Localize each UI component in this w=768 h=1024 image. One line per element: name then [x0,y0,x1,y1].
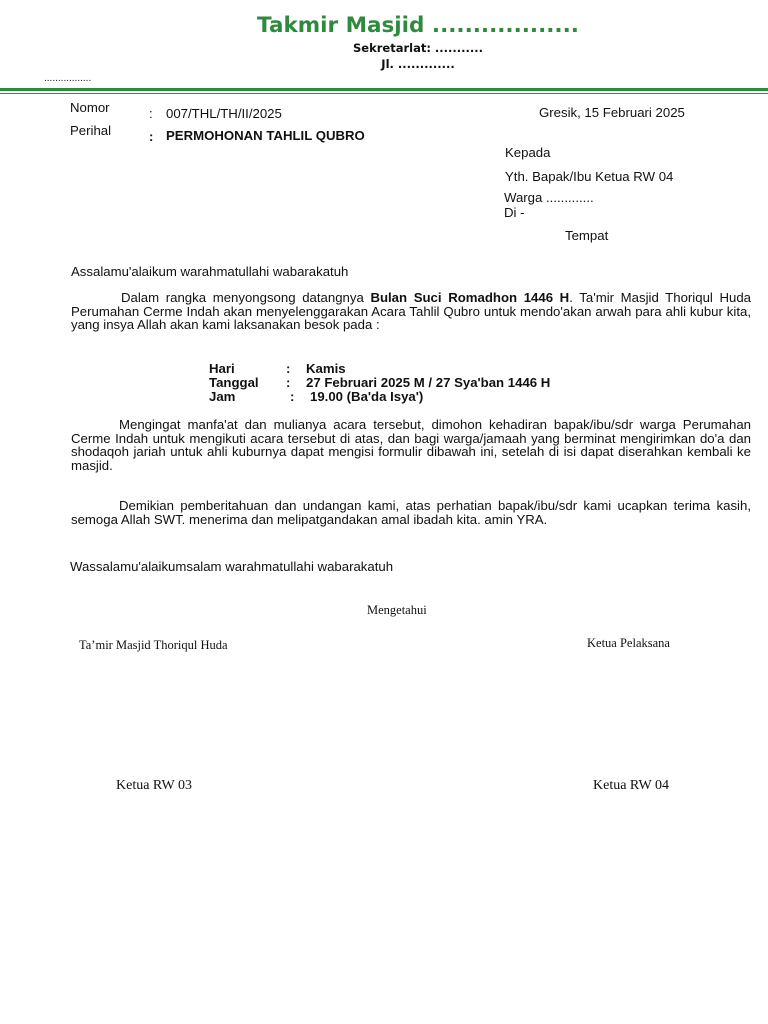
street-line: Jl. ............. [381,57,455,71]
detail-hari-value: Kamis [306,361,346,376]
detail-tanggal-colon: : [286,375,291,390]
nomor-colon: : [149,106,153,121]
paragraph-closing-note [71,499,751,526]
recipient-di: Di - [504,205,525,220]
perihal-label: Perihal [70,123,112,138]
greeting: Assalamu'alaikum warahmatullahi wabarakatuh [71,264,349,279]
detail-hari-label: Hari [209,361,235,376]
paragraph-invitation [71,418,751,472]
recipient-name: Yth. Bapak/Ibu Ketua RW 04 [505,169,674,184]
signature-ketua-pelaksana: Ketua Pelaksana [587,636,670,650]
detail-jam-label: Jam [209,389,236,404]
recipient-warga: Warga ............. [504,190,594,205]
nomor-value: 007/THL/TH/II/2025 [166,106,282,121]
paragraph-intro-start: Dalam rangka menyongsong datangnya [121,290,371,305]
letterhead-dots: ................. [44,73,92,84]
paragraph-intro [71,291,751,332]
detail-jam-value: 19.00 (Ba'da Isya') [310,389,424,404]
letterhead-title: Takmir Masjid .................. [257,13,579,38]
detail-tanggal-label: Tanggal [209,375,259,390]
secretariat-line: Sekretarlat: ........... [353,41,483,55]
signature-takmir: Ta’mir Masjid Thoriqul Huda [79,638,228,652]
header-divider-thin [0,93,768,94]
closing-salam: Wassalamu'alaikumsalam warahmatullahi wabarakatuh [70,559,394,574]
paragraph-closing-note-text: Demikian pemberitahuan dan undangan kami, atas perhatian bapak/ibu/sdr kami ucapkan terima kasih, semoga Allah SWT. menerima dan melipatgandakan amal ibadah kita. amin YRA. [71,498,751,527]
paragraph-intro-highlight: Bulan Suci Romadhon 1446 H [370,290,570,305]
detail-jam-colon: : [290,389,295,404]
paragraph-intro-end: . Ta'mir Masjid Thoriqul Huda Perumahan Cerme Indah akan menyelenggarakan Acara Tahlil Qubro untuk mendo'akan arwah para ahli kubur kita, yang insya Allah akan kami laksanakan besok pada : [71,290,751,332]
perihal-colon: : [149,129,154,144]
kepada-label: Kepada [505,145,551,160]
header-divider-thick [0,88,768,91]
paragraph-invitation-text: Mengingat manfa'at dan mulianya acara tersebut, dimohon kehadiran bapak/ibu/sdr warga Perumahan Cerme Indah untuk mengikuti acara tersebut di atas, dan bagi warga/jamaah yang berminat mengirimkan do'a dan shodaqoh jariah untuk ahli kuburnya dapat mengisi formulir dibawah ini, setelah di isi dapat diserahkan kembali ke masjid. [71,417,751,473]
perihal-value: PERMOHONAN TAHLIL QUBRO [166,128,365,143]
mengetahui-label: Mengetahui [367,603,427,617]
recipient-tempat: Tempat [565,228,609,243]
signature-ketua-rw03: Ketua RW 03 [116,778,192,793]
letter-date: Gresik, 15 Februari 2025 [539,105,685,120]
detail-tanggal-value: 27 Februari 2025 M / 27 Sya'ban 1446 H [306,375,551,390]
nomor-label: Nomor [70,100,110,115]
detail-hari-colon: : [286,361,291,376]
signature-ketua-rw04: Ketua RW 04 [593,778,669,793]
